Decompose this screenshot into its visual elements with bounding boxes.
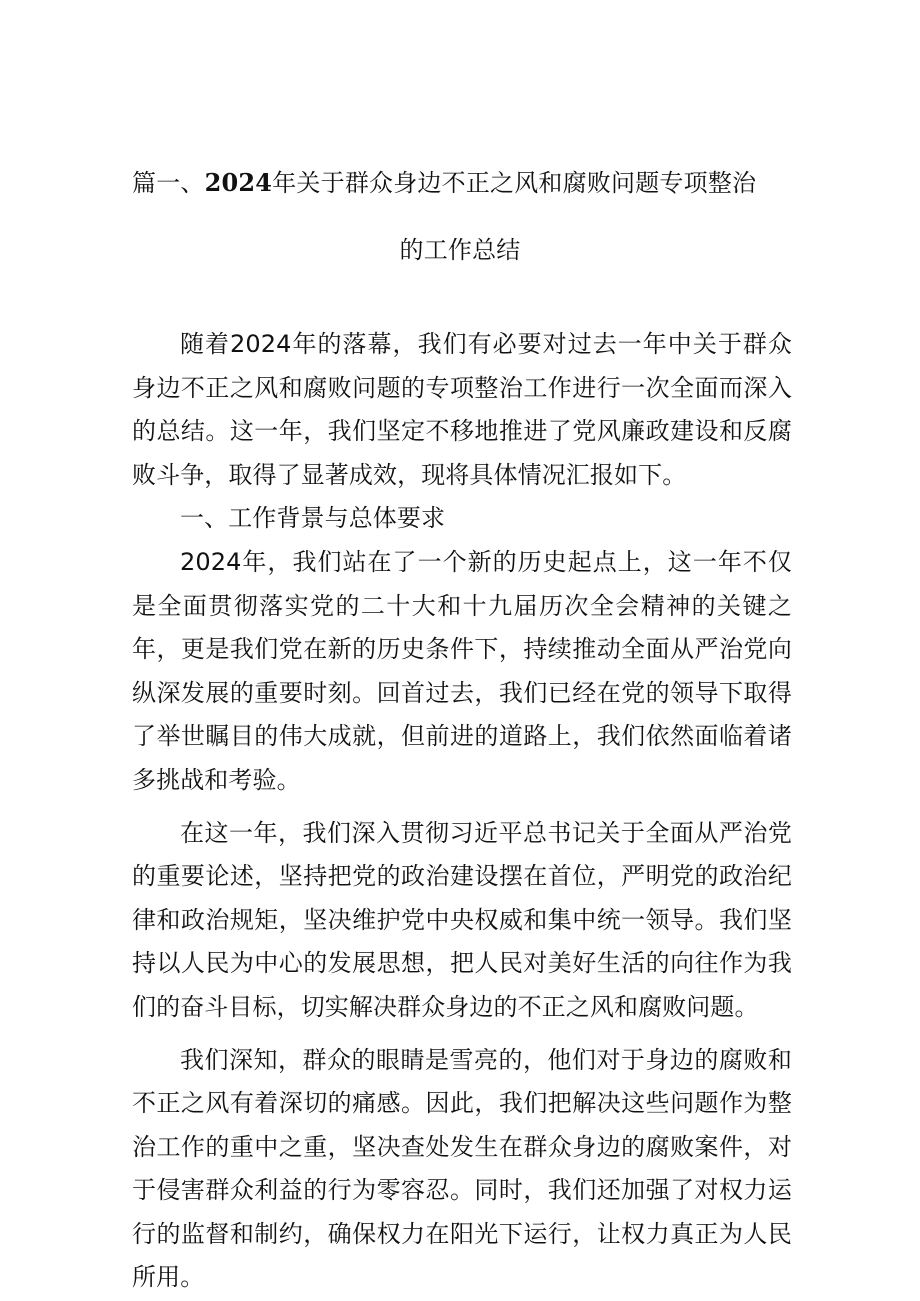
document-title-line-2: 的工作总结 — [399, 236, 521, 264]
section-heading-1: 一、工作背景与总体要求 — [180, 504, 446, 533]
document-title-line-1 — [132, 163, 756, 198]
title-prefix: 篇一、 — [132, 169, 205, 197]
document-body — [132, 323, 792, 1300]
paragraph-rectification: 我们深知，群众的眼睛是雪亮的，他们对于身边的腐败和不正之风有着深切的痛感。因此，我们把解决这些问题作为整治工作的重中之重，坚决查处发生在群众身边的腐败案件，对于侵害群众利益的行为零容忍。同时，我们还加强了对权力运行的监督和制约，确保权力在阳光下运行，让权力真正为人民所用。 — [132, 1045, 792, 1292]
title-rest: 年关于群众身边不正之风和腐败问题专项整治 — [272, 169, 757, 197]
paragraph-political-building: 在这一年，我们深入贯彻习近平总书记关于全面从严治党的重要论述，坚持把党的政治建设摆在首位，严明党的政治纪律和政治规矩，坚决维护党中央权威和集中统一领导。我们坚持以人民为中心的发展思想，把人民对美好生活的向往作为我们的奋斗目标，切实解决群众身边的不正之风和腐败问题。 — [132, 818, 792, 1021]
paragraph-background: 2024年，我们站在了一个新的历史起点上，这一年不仅是全面贯彻落实党的二十大和十九届历次全会精神的关键之年，更是我们党在新的历史条件下，持续推动全面从严治党向纵深发展的重要时刻。回首过去，我们已经在党的领导下取得了举世瞩目的伟大成就，但前进的道路上，我们依然面临着诸多挑战和考验。 — [132, 547, 792, 794]
paragraph-intro: 随着2024年的落幕，我们有必要对过去一年中关于群众身边不正之风和腐败问题的专项整治工作进行一次全面而深入的总结。这一年，我们坚定不移地推进了党风廉政建设和反腐败斗争，取得了显著成效，现将具体情况汇报如下。 — [132, 330, 792, 489]
title-year: 2024 — [204, 168, 273, 197]
